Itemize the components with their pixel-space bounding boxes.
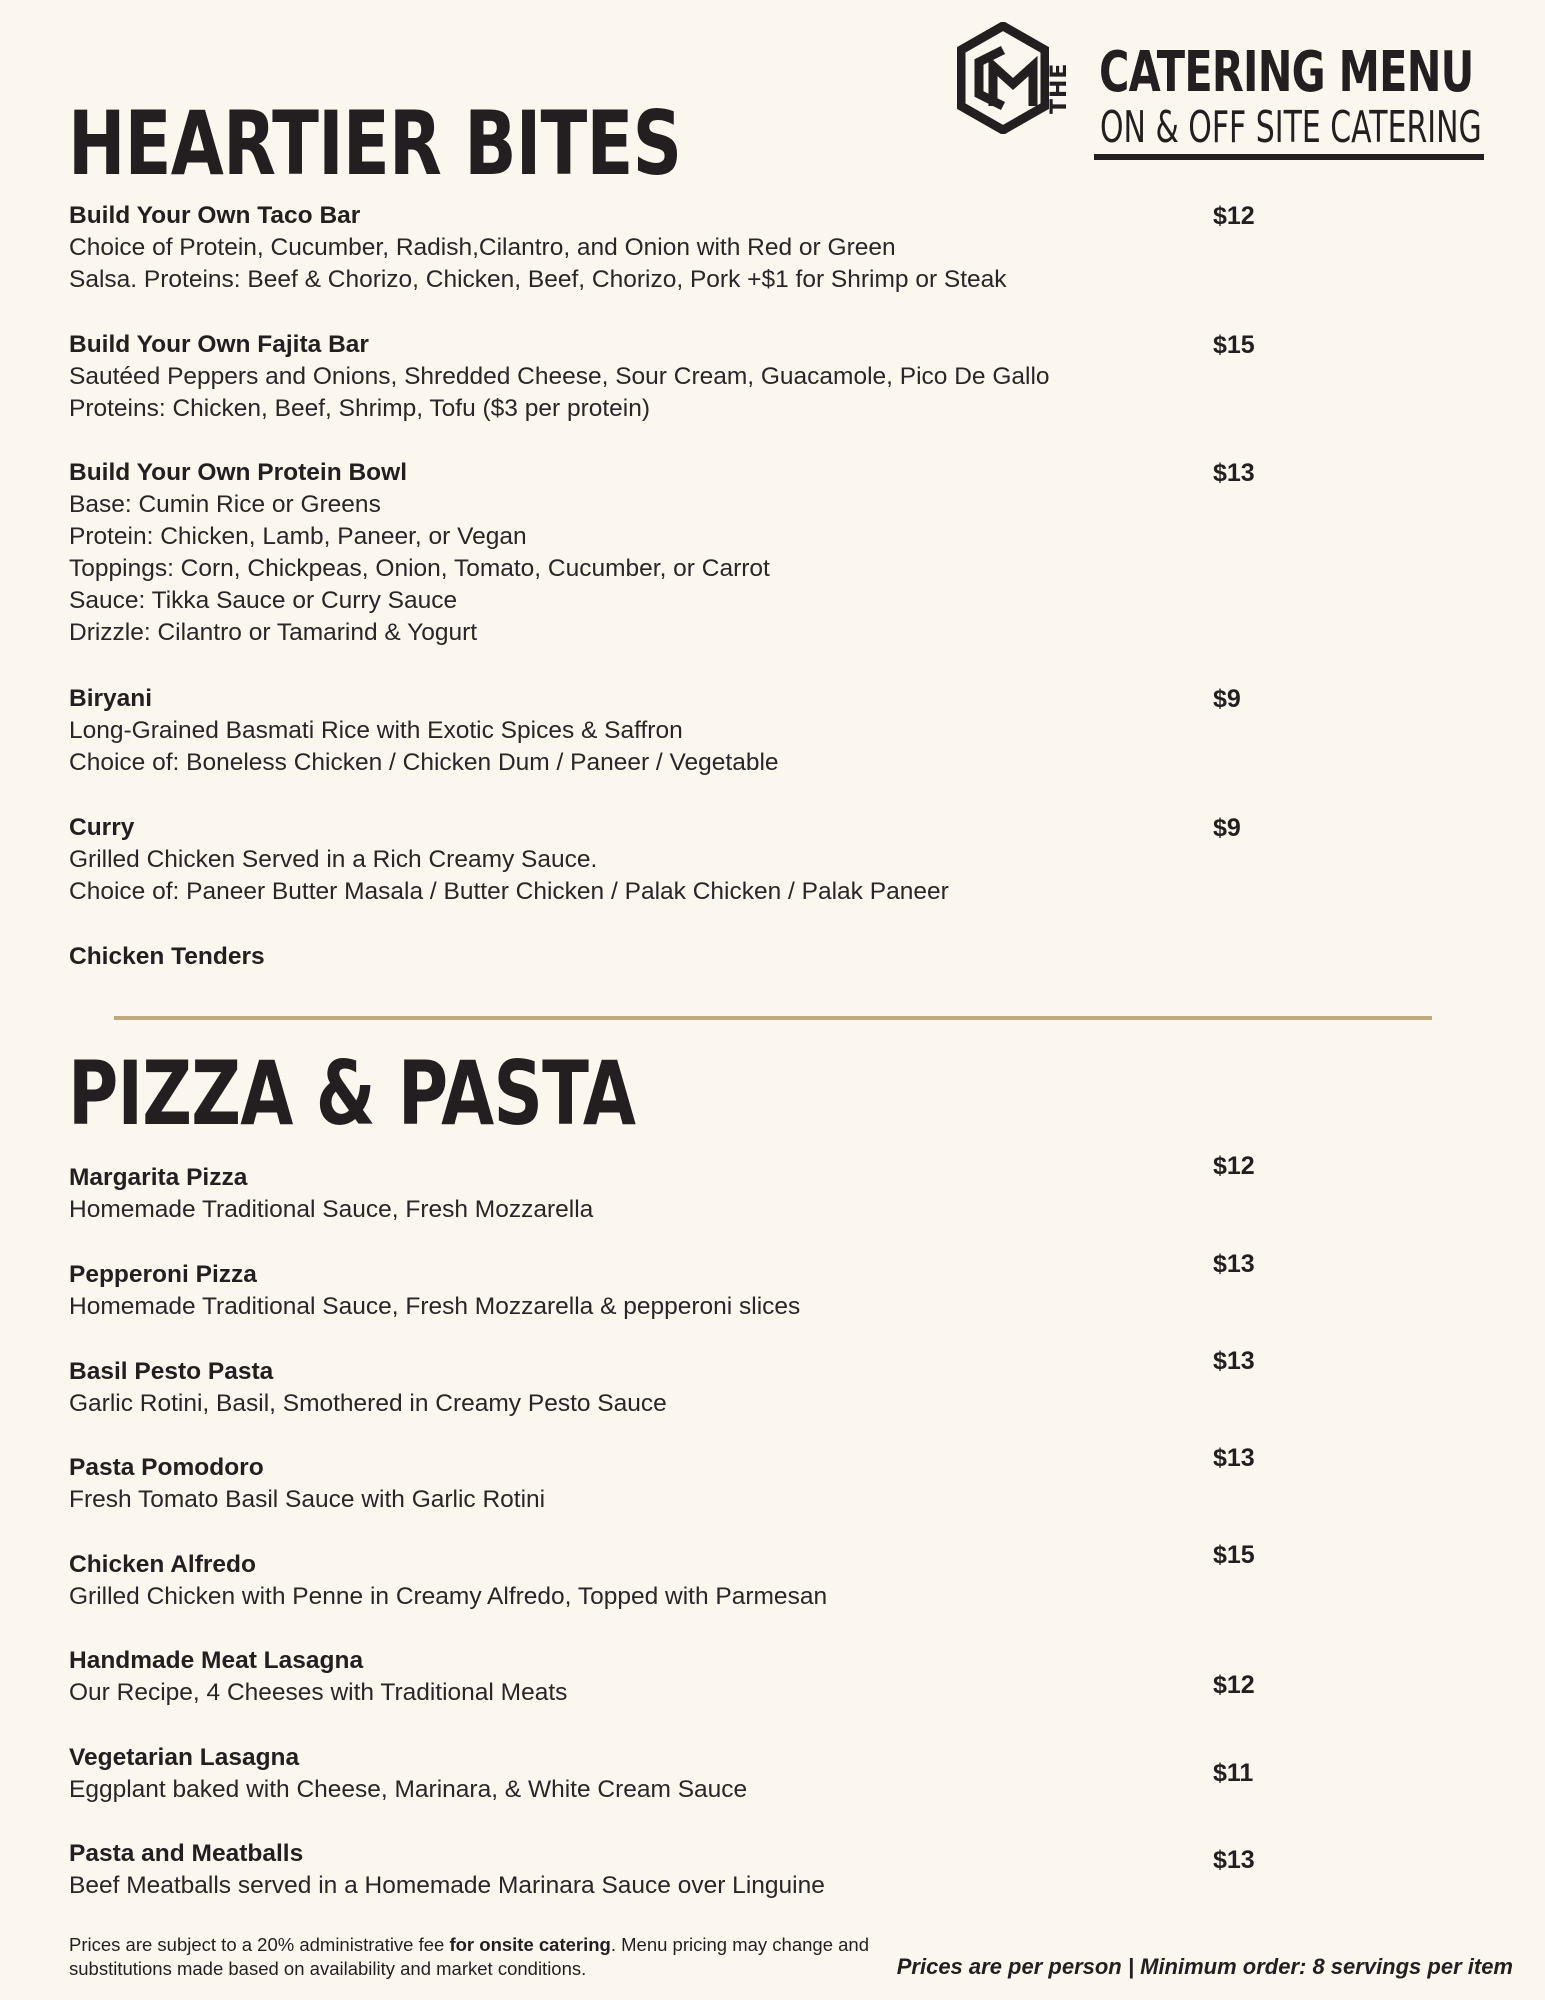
item-description: Eggplant baked with Cheese, Marinara, & White Cream Sauce [69, 1776, 748, 1803]
menu-item [69, 1356, 1199, 1420]
item-name: Build Your Own Fajita Bar [69, 331, 369, 358]
item-name: Pasta and Meatballs [69, 1840, 304, 1867]
item-description: Fresh Tomato Basil Sauce with Garlic Rotini [69, 1486, 546, 1513]
item-name: Margarita Pizza [69, 1164, 248, 1191]
item-price: $11 [1213, 1759, 1254, 1787]
item-description: Sauce: Tikka Sauce or Curry Sauce [69, 587, 458, 614]
item-name: Build Your Own Taco Bar [69, 202, 361, 229]
item-name: Pepperoni Pizza [69, 1261, 257, 1288]
section-divider [114, 1016, 1432, 1020]
item-description: Sautéed Peppers and Onions, Shredded Cheese, Sour Cream, Guacamole, Pico De Gallo [69, 363, 1050, 390]
item-description: Homemade Traditional Sauce, Fresh Mozzarella & pepperoni slices [69, 1293, 801, 1320]
pricing-footnote [69, 1933, 869, 1981]
brand-underline [1094, 154, 1484, 160]
item-description: Homemade Traditional Sauce, Fresh Mozzarella [69, 1196, 594, 1223]
item-description: Beef Meatballs served in a Homemade Marinara Sauce over Linguine [69, 1872, 825, 1899]
item-description: Choice of: Paneer Butter Masala / Butter Chicken / Palak Chicken / Palak Paneer [69, 878, 949, 905]
brand-title: CATERING MENU [1099, 40, 1474, 105]
menu-item [69, 812, 1199, 908]
menu-item [69, 1452, 1199, 1516]
per-person-note: Prices are per person | Minimum order: 8 servings per item [896, 1954, 1513, 1979]
footnote-bold-text: for onsite catering [449, 1934, 611, 1955]
brand-header [957, 20, 1517, 165]
item-name: Chicken Alfredo [69, 1551, 256, 1578]
item-description: Garlic Rotini, Basil, Smothered in Creamy Pesto Sauce [69, 1390, 667, 1417]
footnote-text-continued: . Menu pricing may change and substitutions made based on availability and market conditions. [69, 1934, 869, 1979]
item-price: $15 [1213, 331, 1255, 359]
menu-item [69, 329, 1199, 425]
item-price: $13 [1213, 1444, 1255, 1472]
item-description: Our Recipe, 4 Cheeses with Traditional Meats [69, 1679, 568, 1706]
menu-item [69, 1162, 1199, 1226]
item-price: $15 [1213, 1541, 1255, 1569]
menu-item [69, 941, 1199, 973]
footnote-text: Prices are subject to a 20% administrative fee [69, 1934, 450, 1955]
item-description: Grilled Chicken with Penne in Creamy Alfredo, Topped with Parmesan [69, 1583, 828, 1610]
item-price: $12 [1213, 1152, 1255, 1180]
item-description: Long-Grained Basmati Rice with Exotic Spices & Saffron [69, 717, 683, 744]
item-description: Choice of Protein, Cucumber, Radish,Cilantro, and Onion with Red or Green [69, 234, 896, 261]
item-price: $12 [1213, 202, 1255, 230]
item-name: Biryani [69, 685, 153, 712]
item-description: Protein: Chicken, Lamb, Paneer, or Vegan [69, 523, 527, 550]
item-price: $13 [1213, 1846, 1255, 1874]
brand-subtitle: ON & OFF SITE CATERING [1100, 102, 1482, 153]
item-description: Choice of: Boneless Chicken / Chicken Dum / Paneer / Vegetable [69, 749, 779, 776]
item-description: Toppings: Corn, Chickpeas, Onion, Tomato, Cucumber, or Carrot [69, 555, 770, 582]
menu-item [69, 1259, 1199, 1323]
item-price: $13 [1213, 1250, 1255, 1278]
item-name: Basil Pesto Pasta [69, 1358, 274, 1385]
item-description: Base: Cumin Rice or Greens [69, 491, 381, 518]
menu-item [69, 200, 1199, 296]
brand-the: THE [1047, 62, 1072, 114]
item-name: Vegetarian Lasagna [69, 1744, 300, 1771]
item-description: Proteins: Chicken, Beef, Shrimp, Tofu ($3 per protein) [69, 395, 651, 422]
item-price: $13 [1213, 1347, 1255, 1375]
menu-item [69, 457, 1199, 649]
cm-logo-icon [957, 22, 1049, 134]
menu-item [69, 683, 1199, 779]
item-price: $9 [1213, 685, 1241, 713]
item-price: $13 [1213, 459, 1255, 487]
item-name: Pasta Pomodoro [69, 1454, 264, 1481]
item-description: Drizzle: Cilantro or Tamarind & Yogurt [69, 619, 478, 646]
item-name: Handmade Meat Lasagna [69, 1647, 364, 1674]
menu-item [69, 1838, 1199, 1902]
item-price: $12 [1213, 1671, 1255, 1699]
item-price: $9 [1213, 814, 1241, 842]
item-name: Chicken Tenders [69, 943, 265, 970]
item-name: Build Your Own Protein Bowl [69, 459, 408, 486]
item-description: Salsa. Proteins: Beef & Chorizo, Chicken, Beef, Chorizo, Pork +$1 for Shrimp or Steak [69, 266, 1007, 293]
section-title-pizza-pasta: PIZZA & PASTA [68, 1042, 636, 1145]
menu-item [69, 1549, 1199, 1613]
section-title-heartier-bites: HEARTIER BITES [68, 92, 682, 195]
menu-item [69, 1645, 1199, 1709]
menu-item [69, 1742, 1199, 1806]
item-description: Grilled Chicken Served in a Rich Creamy Sauce. [69, 846, 598, 873]
item-name: Curry [69, 814, 135, 841]
